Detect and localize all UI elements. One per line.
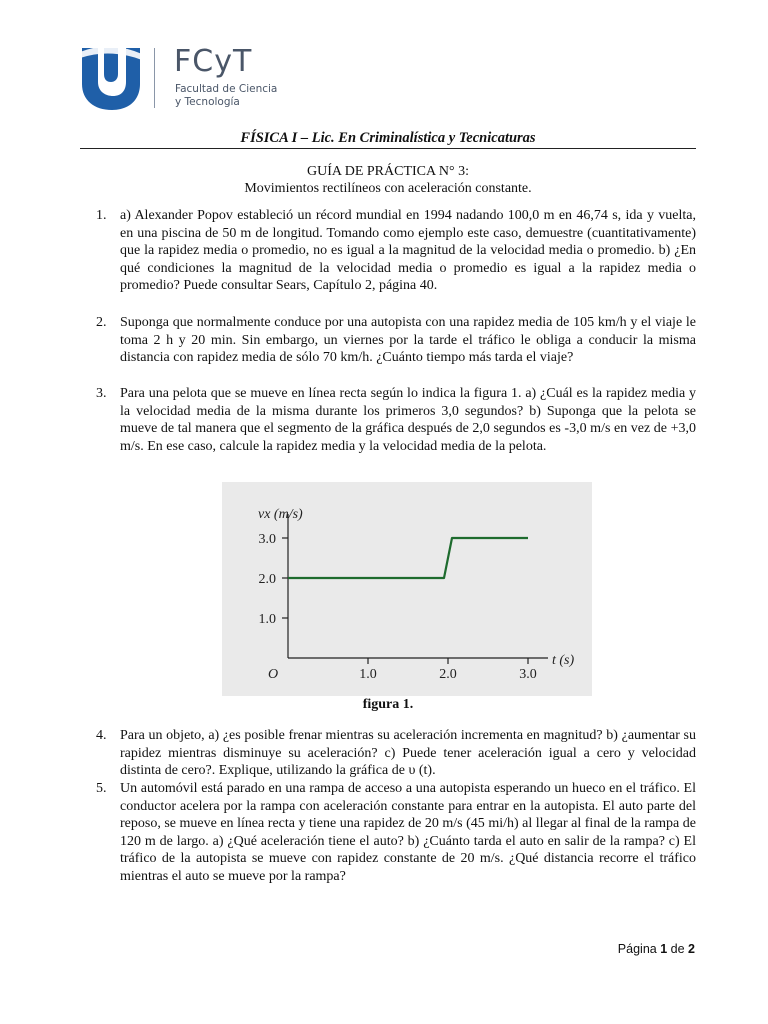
question-5 — [96, 780, 696, 886]
question-text: a) Alexander Popov estableció un récord mundial en 1994 nadando 100,0 m en 46,74 s, ida y vuelta, en una piscina de 50 m de longitud. Tomando como ejemplo este caso, demuestre (cuantitativamente) que la rapidez media o promedio, no es igual a la magnitud de la velocidad media o promedio. b) ¿En qué condiciones la magnitud de la velocidad media o promedio es igual a la rapidez media o promedio? Puede consultar Sears, Capítulo 2, página 40. — [120, 208, 696, 294]
logo-divider — [154, 48, 155, 108]
university-logo — [80, 44, 280, 114]
x-tick-label: 2.0 — [439, 667, 457, 682]
logo-brand-text: FCyT — [174, 44, 253, 79]
university-u-logo-icon — [80, 44, 142, 110]
velocity-time-graph — [222, 482, 592, 696]
page-of: de — [670, 942, 685, 956]
question-number: 3. — [96, 386, 107, 401]
question-number: 5. — [96, 781, 107, 796]
series-line-vx — [288, 538, 528, 578]
logo-subtitle-line2: y Tecnología — [175, 96, 240, 108]
question-text: Un automóvil está parado en una rampa de acceso a una autopista esperando un hueco en el tráfico. El conductor acelera por la rampa con aceleración constante para entrar en la autopista. El auto parte del reposo, se mueve en línea recta y tiene una rapidez de 20 m/s (45 mi/h) al llegar al final de la rampa de 120 m de largo. a) ¿Qué aceleración tiene el auto? b) ¿Cuánto tarda el auto en salir de la rampa? c) El tráfico de la autopista se mueve con rapidez constante de 20 m/s. ¿Qué distancia recorre el tráfico mientras el auto se mueve por la rampa? — [120, 781, 696, 884]
guide-heading — [80, 163, 696, 197]
question-text: Para un objeto, a) ¿es posible frenar mientras su aceleración incrementa en magnitud? b) ¿aumentar su rapidez mientras disminuye su aceleración? c) Puede tener aceleración igual a cero y velocidad distinta de cero?. Explique, utilizando la gráfica de υ (t). — [120, 728, 696, 779]
x-axis-label: t (s) — [552, 653, 575, 668]
question-number: 1. — [96, 208, 107, 223]
page-current: 1 — [660, 942, 668, 956]
guide-title: GUÍA DE PRÁCTICA N° 3: — [307, 164, 469, 179]
x-tick-label: 1.0 — [359, 667, 377, 682]
figure-caption: figura 1. — [362, 697, 414, 712]
origin-label: O — [268, 667, 279, 682]
page-total: 2 — [688, 942, 695, 956]
figure-1-chart — [222, 482, 592, 696]
course-title: FÍSICA I – Lic. En Criminalística y Tecnicaturas — [240, 130, 536, 146]
y-tick-label: 1.0 — [258, 612, 276, 627]
x-tick-label: 3.0 — [519, 667, 537, 682]
question-text: Suponga que normalmente conduce por una autopista con una rapidez media de 105 km/h y el viaje le toma 2 h y 20 min. Sin embargo, un viernes por la tarde el tráfico le obliga a conducir la misma distancia con rapidez media de sólo 70 km/h. ¿Cuánto tiempo más tarda el viaje? — [120, 315, 696, 366]
y-tick-label: 3.0 — [258, 532, 276, 547]
header-divider — [80, 148, 696, 149]
question-text: Para una pelota que se mueve en línea recta según lo indica la figura 1. a) ¿Cuál es la rapidez media y la velocidad media de la misma durante los primeros 3,0 segundos? b) Suponga que la pelota se mueve de tal manera que el segmento de la gráfica después de 2,0 segundos es -3,0 m/s en vez de +3,0 m/s. En ese caso, calcule la rapidez media y la velocidad media de la pelota. — [120, 386, 696, 454]
logo-subtitle-line1: Facultad de Ciencia — [175, 83, 278, 95]
question-number: 4. — [96, 728, 107, 743]
page-word: Página — [617, 942, 657, 956]
page-footer — [618, 942, 695, 956]
y-axis-label: vx (m/s) — [258, 507, 303, 522]
y-tick-label: 2.0 — [258, 572, 276, 587]
question-number: 2. — [96, 315, 107, 330]
question-3 — [96, 385, 696, 455]
question-1 — [96, 207, 696, 295]
question-4 — [96, 727, 696, 780]
question-2 — [96, 314, 696, 367]
guide-subtitle: Movimientos rectilíneos con aceleración constante. — [244, 181, 532, 196]
